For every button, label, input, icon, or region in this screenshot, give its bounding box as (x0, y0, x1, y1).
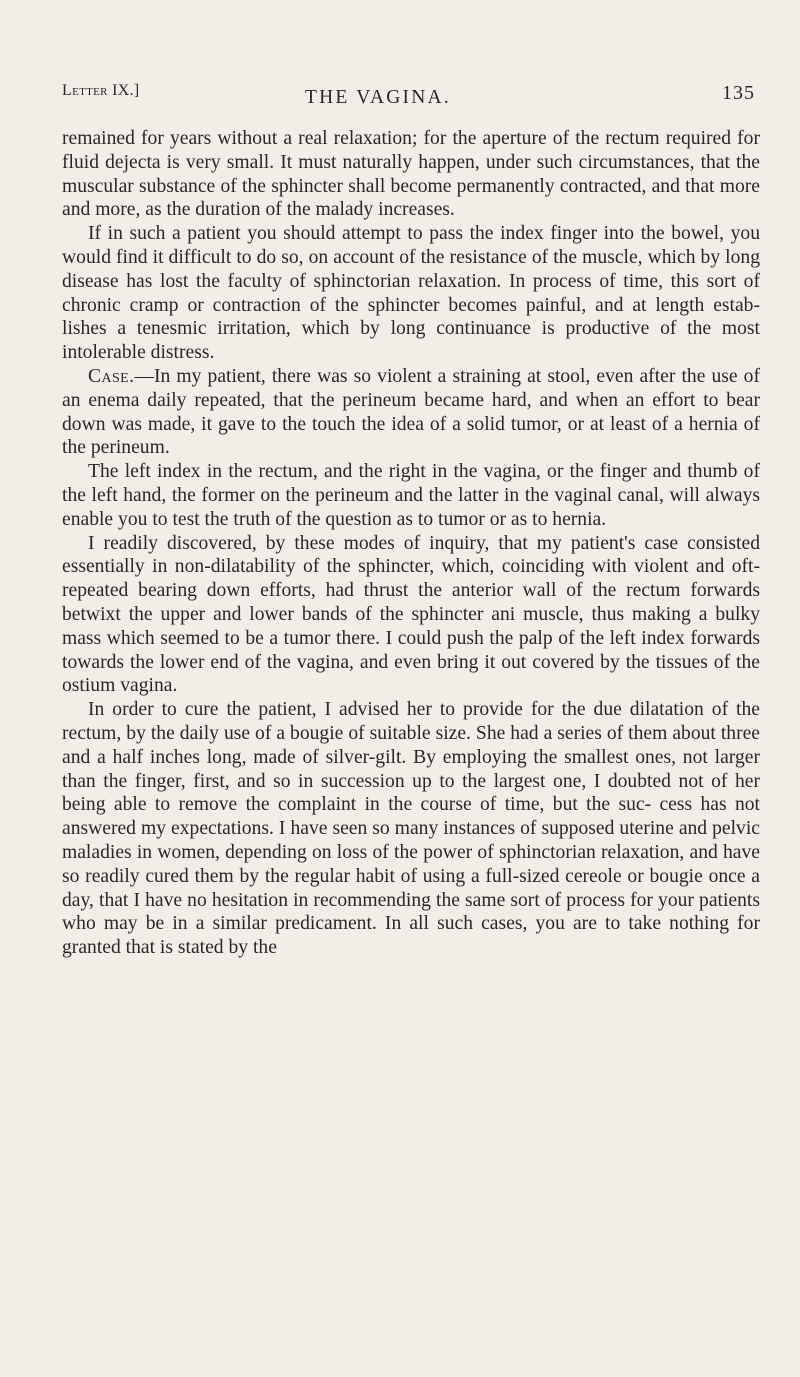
letter-label: Letter IX.] (62, 82, 140, 99)
case-text: —In my patient, there was so violent a straining at stool, even after the use of an enema daily repeated, that the perineum became hard, and when an effort to bear down was made, it gave to the touch the idea of a solid tumor, or at least of a hernia of the perineum. (62, 365, 760, 459)
paragraph-case (62, 365, 760, 460)
paragraph-continued: remained for years without a real relaxation; for the aperture of the rectum required for fluid dejecta is very small. It must naturally happen, under such circumstances, that the muscular substance of the sphincter shall become permanently contracted, and that more and more, as the duration of the malady increases. (62, 128, 760, 221)
case-label: Case. (88, 365, 135, 387)
paragraph-discovery: I readily discovered, by these modes of inquiry, that my patient's case consisted essentially in non-dilatability of the sphincter, which, coinciding with violent and oft-repeated bearing down efforts, had thrust the anterior wall of the rectum forwards betwixt the upper and lower bands of the sphincter ani muscle, thus making a bulky mass which seemed to be a tumor there. I could push the palp of the left index forwards towards the lower end of the vagina, and even bring it out covered by the tissues of the ostium vagina. (62, 532, 760, 697)
page-number: 135 (722, 82, 755, 104)
paragraph-index-finger: If in such a patient you should attempt to pass the index finger into the bowel, you would find it difficult to do so, on account of the resistance of the muscle, which by long disease has lost the faculty of sphinctorian relaxation. In process of time, this sort of chronic cramp or contraction of the sphincter becomes painful, and at length estab- lishes a tenesmic irritation, which by long continuance is productive of the most intolerable distress. (62, 223, 760, 364)
paragraph-cure: In order to cure the patient, I advised her to provide for the due dilatation of the rectum, by the daily use of a bougie of suitable size. She had a series of them about three and a half inches long, made of silver-gilt. By employing the smallest ones, not larger than the finger, first, and so in succession up to the largest one, I doubted not of her being able to remove the complaint in the course of time, but the suc- cess has not answered my expectations. I have seen so many instances of supposed uterine and pelvic maladies in women, depending on loss of the power of sphinctorian relaxation, and have so readily cured them by the regular habit of using a full-sized cereole or bougie once a day, that I have no hesitation in recommending the same sort of process for your patients who may be in a similar predicament. In all such cases, you are to take nothing for granted that is stated by the (62, 699, 760, 959)
running-header (62, 82, 755, 116)
body-text (62, 127, 760, 960)
chapter-title: THE VAGINA. (305, 87, 451, 108)
paragraph-left-index: The left index in the rectum, and the right in the vagina, or the finger and thumb of the left hand, the former on the perineum and the latter in the vaginal canal, will always enable you to test the truth of the question as to tumor or as to hernia. (62, 461, 760, 530)
